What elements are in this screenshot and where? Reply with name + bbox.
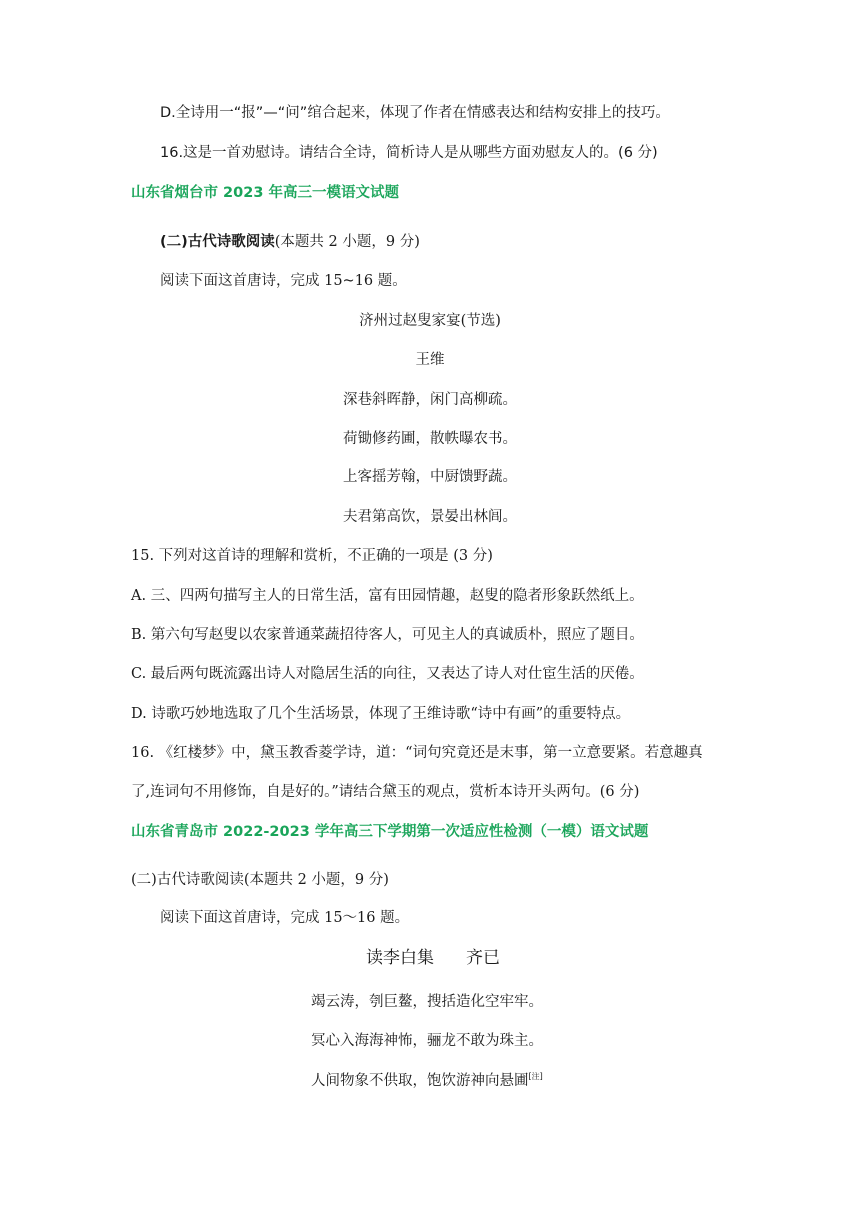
section-title-bold: (二)古代诗歌阅读	[160, 234, 275, 250]
question-16-line-1: 16. 《红楼梦》中，黛玉教香菱学诗，道：“词句究竟还是末事，第一立意要紧。若意趣真	[131, 745, 703, 761]
yantai-poem-title: 济州过赵叟家宴(节选)	[359, 313, 501, 329]
yantai-section-title	[160, 232, 420, 252]
option-d-text: D.全诗用一“报”—“问”绾合起来，体现了作者在情感表达和结构安排上的技巧。	[160, 105, 670, 121]
question-16-text: 16.这是一首劝慰诗。请结合全诗，简析诗人是从哪些方面劝慰友人的。(6 分)	[160, 145, 658, 161]
footnote-marker: [注]	[528, 1072, 543, 1082]
qingdao-poem-line: 人间物象不供取，饱饮游神向悬圃	[311, 1073, 529, 1089]
yantai-heading: 山东省烟台市 2023 年高三一模语文试题	[131, 185, 399, 201]
section-title-rest: (本题共 2 小题，9 分)	[274, 234, 420, 250]
option-d-text: D. 诗歌巧妙地选取了几个生活场景，体现了王维诗歌“诗中有画”的重要特点。	[131, 706, 631, 722]
qingdao-poem-line: 竭云涛，刳巨鳌，搜括造化空牢牢。	[311, 994, 543, 1010]
qingdao-poem-title: 读李白集	[366, 948, 434, 968]
question-15-text: 15. 下列对这首诗的理解和赏析，不正确的一项是 (3 分)	[131, 548, 493, 564]
yantai-poem-line: 上客摇芳翰，中厨馈野蔬。	[343, 469, 517, 485]
yantai-poem-author: 王维	[415, 352, 445, 368]
qingdao-poem-author: 齐已	[466, 948, 500, 968]
yantai-poem-line: 荷锄修药圃，散帙曝农书。	[343, 431, 517, 447]
qingdao-instruction: 阅读下面这首唐诗，完成 15～16 题。	[160, 910, 410, 926]
qingdao-poem-line-with-note	[311, 1071, 543, 1091]
yantai-poem-line: 夫君第高饮，景晏出林闾。	[343, 509, 517, 525]
option-b-text: B. 第六句写赵叟以农家普通菜蔬招待客人，可见主人的真诚质朴，照应了题目。	[131, 627, 644, 643]
yantai-instruction: 阅读下面这首唐诗，完成 15~16 题。	[160, 273, 407, 289]
qingdao-heading: 山东省青岛市 2022-2023 学年高三下学期第一次适应性检测（一模）语文试题	[131, 824, 649, 840]
qingdao-poem-line: 冥心入海海神怖，骊龙不敢为珠主。	[311, 1033, 543, 1049]
option-c-text: C. 最后两句既流露出诗人对隐居生活的向往，又表达了诗人对仕宦生活的厌倦。	[131, 666, 644, 682]
qingdao-section-title: (二)古代诗歌阅读(本题共 2 小题，9 分)	[131, 872, 389, 888]
option-a-text: A. 三、四两句描写主人的日常生活，富有田园情趣，赵叟的隐者形象跃然纸上。	[131, 588, 644, 604]
yantai-poem-line: 深巷斜晖静，闲门高柳疏。	[343, 392, 517, 408]
question-16-line-2: 了,连词句不用修饰，自是好的。”请结合黛玉的观点，赏析本诗开头两句。(6 分)	[131, 784, 640, 800]
